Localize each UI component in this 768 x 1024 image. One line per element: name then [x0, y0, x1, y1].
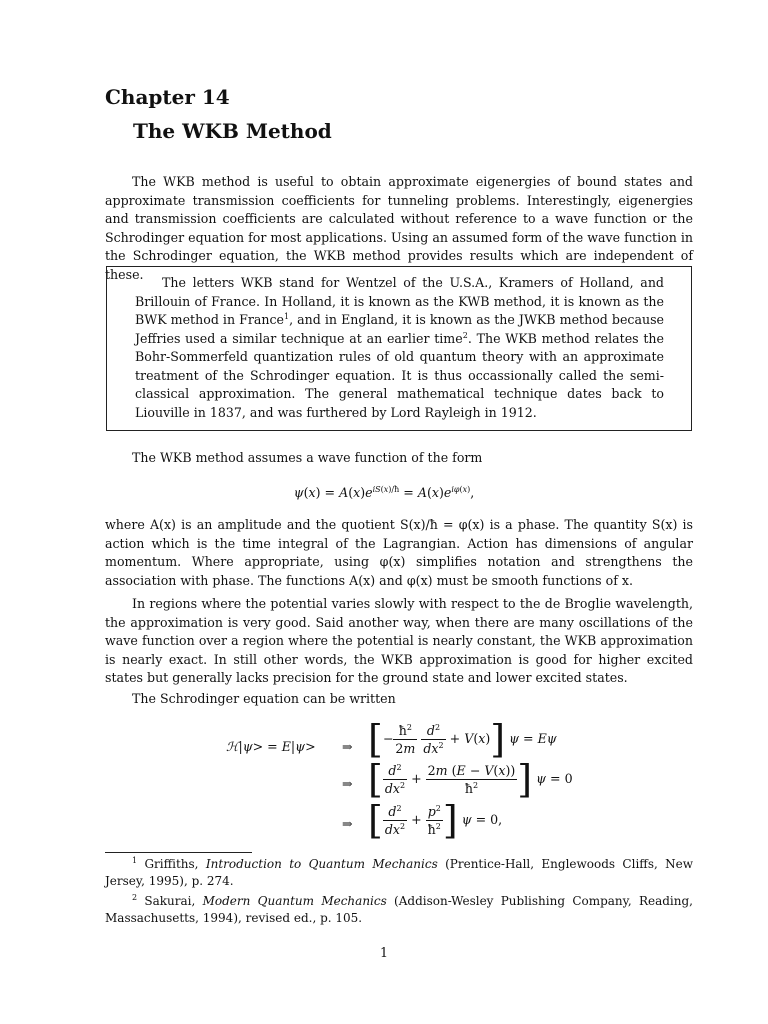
footnote-2-title: Modern Quantum Mechanics [202, 894, 387, 908]
hamiltonian-lhs: ℋ|ψ> = E|ψ> [226, 739, 316, 754]
history-box [106, 266, 692, 431]
validity-paragraph: In regions where the potential varies slowly with respect to the de Broglie wavelength, the approximation is very good. Said another way, when there are many oscillations of the wave function over a region where the potential is nearly constant, the WKB approximation is nearly exact. In still other words, the WKB approximation is good for higher excited states but generally lacks precision for the ground state and lower excited states. [105, 596, 693, 685]
box-text-part2: , and in England, it is known as the JWKB method because Jeffries used a similar technique at an earlier time [135, 312, 664, 346]
footnote-1-author: Griffiths, [144, 857, 206, 871]
schrodinger-eq-line-3: [ $\frac{d^2}{dx^2}$ + $\frac{p^2}{ħ^2}$ ] ψ = 0, [368, 798, 503, 843]
wavefunction-intro: The WKB method assumes a wave function of the form [132, 450, 483, 465]
box-text-part3: . The WKB method relates the Bohr-Sommerfeld quantization rules of old quantum theory with an approximate treatment of the Schrodinger equation. It is thus occassionally called the semi-classical approximation. The general mathematical technique dates back to Liouville in 1837, and was furthered by Lord Rayleigh in 1912. [135, 330, 664, 420]
page-number: 1 [379, 945, 388, 960]
chapter-heading: Chapter 14 [105, 85, 230, 109]
schrodinger-eq-line-2: [ $\frac{d^2}{dx^2}$ + $\frac{2m (E - V(x))}{ħ^2}$ ] ψ = 0 [368, 757, 573, 802]
footnote-2-author: Sakurai, [144, 894, 203, 908]
footnote-1-title: Introduction to Quantum Mechanics [205, 857, 438, 871]
footnote-1 [105, 856, 693, 890]
amplitude-phase-paragraph: where A(x) is an amplitude and the quotient S(x)/ħ = φ(x) is a phase. The quantity S(x) is action which is the time integral of the Lagrangian. Action has dimensions of angular momentum. Where appropriate, using φ(x) simplifies notation and strengthens the association with phase. The functions A(x) and φ(x) must be smooth functions of x. [105, 517, 693, 588]
footnote-2-details: (Addison-Wesley Publishing Company, Reading, Massachusetts, 1994), revised ed., p. 105. [105, 894, 693, 925]
chapter-title: The WKB Method [133, 119, 332, 143]
history-box-text [135, 274, 664, 422]
footnote-1-mark: 1 [132, 856, 138, 865]
footnote-ref-2: 2 [462, 330, 468, 340]
implies-arrow-2: ⇒ [342, 776, 353, 791]
footnote-2 [105, 893, 693, 927]
footnote-divider [105, 852, 252, 853]
implies-arrow-1: ⇒ [342, 739, 353, 754]
intro-paragraph: The WKB method is useful to obtain approximate eigenergies of bound states and approximate transmission coefficients for tunneling problems. Interestingly, eigenergies and transmission coefficients are calculated without reference to a wave function or the Schrodinger equation for most applications. Using an assumed form of the wave function in the Schrodinger equation, the WKB method provides results which are independent of these. [105, 174, 693, 282]
wavefunction-equation: $\psi(x) = A(x)e^{iS(x)/ħ} = A(x)e^{i\varphi(x)}$, [293, 484, 475, 500]
schrodinger-eq-line-1: [− $\frac{ħ^2}{2m}$ $\frac{d^2}{dx^2}$ + V(x)] ψ = Eψ [368, 717, 557, 762]
footnote-1-details: (Prentice-Hall, Englewoods Cliffs, New Jersey, 1995), p. 274. [105, 857, 694, 888]
footnote-ref-1: 1 [284, 311, 290, 321]
schrodinger-intro: The Schrodinger equation can be written [132, 691, 396, 706]
footnote-2-mark: 2 [132, 893, 138, 902]
box-text-part1: The letters WKB stand for Wentzel of the U.S.A., Kramers of Holland, and Brillouin of France. In Holland, it is known as the KWB method, it is known as the BWK method in France [135, 275, 664, 327]
implies-arrow-3: ⇒ [342, 816, 353, 831]
